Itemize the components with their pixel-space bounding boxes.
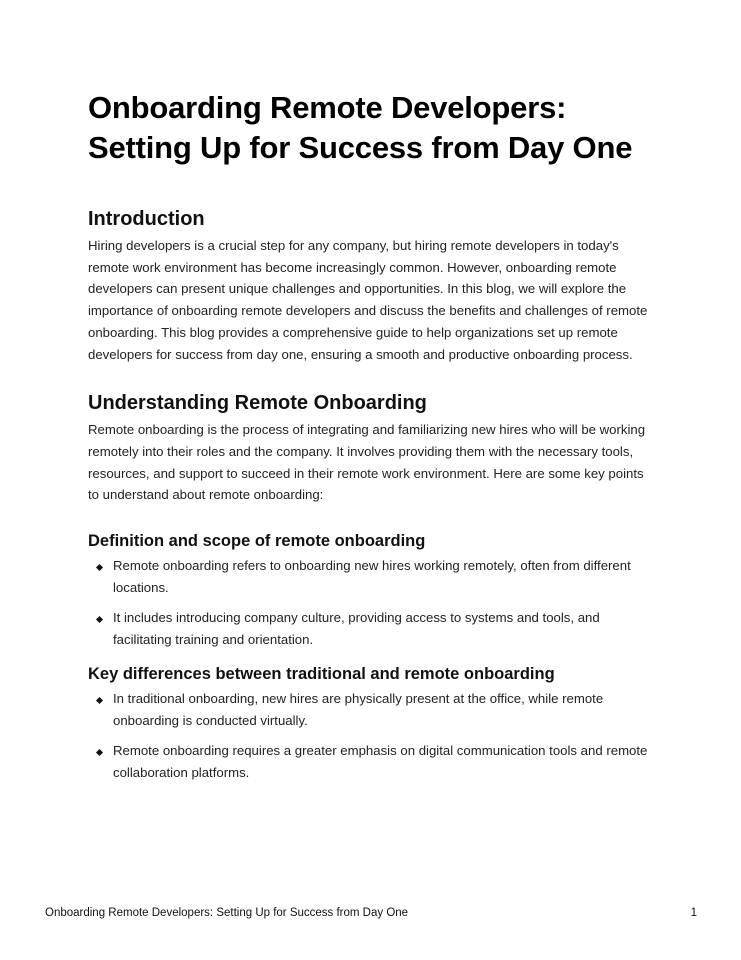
page-number: 1 [690,907,697,919]
list-item-text: It includes introducing company culture, providing access to systems and tools, and facilitating training and orientation. [113,609,600,647]
list-item [88,555,650,598]
bullet-list-key-differences [88,688,650,783]
list-item [88,740,650,783]
section-heading-introduction: Introduction [88,208,205,230]
document-title: Onboarding Remote Developers: Setting Up for Success from Day One [88,90,633,165]
section-body-understanding: Remote onboarding is the process of integrating and familiarizing new hires who will be working remotely into their roles and the company. It involves providing them with the necessary tools, resources, and support to succeed in their remote work environment. Here are some key points to understand about remote onboarding: [88,422,646,503]
diamond-bullet-icon [96,616,103,623]
list-item-text: Remote onboarding requires a greater emphasis on digital communication tools and remote collaboration platforms. [113,743,648,780]
subsection-heading-definition: Definition and scope of remote onboarding [88,532,426,551]
list-item [88,688,650,731]
subsection-heading-key-differences: Key differences between traditional and remote onboarding [88,665,555,684]
page-footer [45,905,697,923]
list-item [88,607,650,650]
list-item-text: Remote onboarding refers to onboarding new hires working remotely, often from different locations. [113,558,631,595]
diamond-bullet-icon [96,697,103,704]
diamond-bullet-icon [96,564,103,571]
section-heading-understanding: Understanding Remote Onboarding [88,392,427,415]
section-body-introduction: Hiring developers is a crucial step for any company, but hiring remote developers in today's remote work environment has become increasingly common. However, onboarding remote developers can present unique challenges and opportunities. In this blog, we will explore the importance of onboarding remote developers and discuss the benefits and challenges of remote onboarding. This blog provides a comprehensive guide to help organizations set up remote developers for success from day one, ensuring a smooth and productive onboarding process. [88,238,648,362]
footer-title: Onboarding Remote Developers: Setting Up for Success from Day One [45,907,409,919]
list-item-text: In traditional onboarding, new hires are physically present at the office, while remote onboarding is conducted virtually. [113,691,604,729]
bullet-list-definition [88,555,650,650]
diamond-bullet-icon [96,749,103,756]
page-content [88,88,650,792]
